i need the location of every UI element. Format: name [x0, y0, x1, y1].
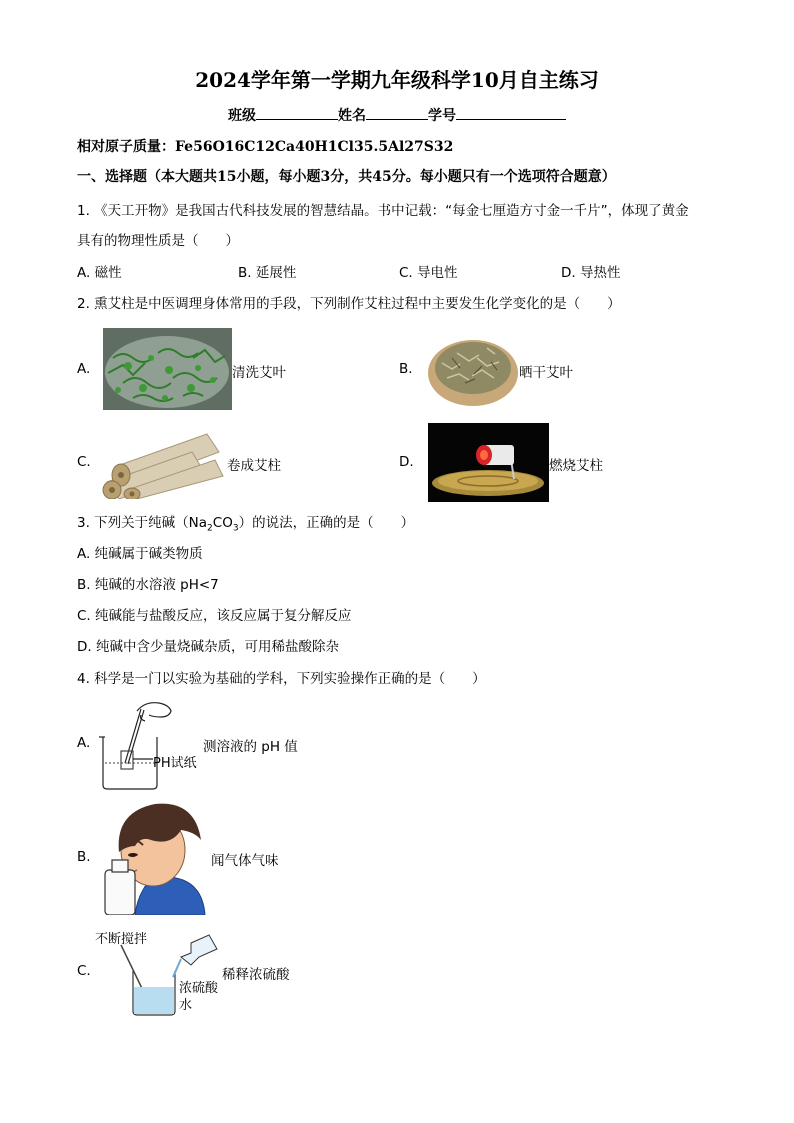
q1-stem-line2: 具有的物理性质是（ ） — [77, 233, 239, 249]
q4-option-c-text: 稀释浓硫酸 — [222, 967, 290, 983]
section-heading: 一、选择题（本大题共15小题，每小题3分，共45分。每小题只有一个选项符合题意） — [77, 169, 616, 185]
q4c-stir-label: 不断搅拌 — [95, 932, 148, 947]
page-title: 2024学年第一学期九年级科学10月自主练习 — [195, 68, 599, 92]
q4-image-dilute-acid — [95, 927, 225, 1019]
name-blank — [366, 105, 428, 120]
q4-option-b-text: 闻气体气味 — [211, 853, 279, 869]
q2-stem: 2. 熏艾柱是中医调理身体常用的手段，下列制作艾柱过程中主要发生化学变化的是（ ） — [77, 296, 621, 312]
q4-option-b-letter: B. — [77, 849, 91, 865]
q1-stem-line1: 1. 《天工开物》是我国古代科技发展的智慧结晶。书中记载：“每金七厘造方寸金一千片”，体现了黄金 — [77, 203, 689, 219]
q3-option-d: D. 纯碱中含少量烧碱杂质，可用稀盐酸除杂 — [77, 639, 339, 655]
class-label: 班级 — [228, 108, 256, 124]
atomic-mass-line: 相对原子质量：Fe56O16C12Ca40H1Cl35.5Al27S32 — [77, 139, 454, 155]
q1-option-d: D. 导热性 — [561, 265, 621, 281]
q4a-ph-paper-label: PH试纸 — [153, 756, 197, 771]
q3-option-b: B. 纯碱的水溶液 pH<7 — [77, 577, 219, 593]
id-label: 学号 — [428, 108, 456, 124]
q4c-acid-label: 浓硫酸 — [179, 981, 219, 996]
class-blank — [256, 105, 338, 120]
q2-option-c-text: 卷成艾柱 — [227, 458, 281, 474]
q2-option-b-text: 晒干艾叶 — [519, 365, 573, 381]
q1-option-b: B. 延展性 — [238, 265, 297, 281]
q4-option-c-letter: C. — [77, 963, 91, 979]
q2-image-burning-moxa — [428, 423, 549, 502]
q4-option-a-letter: A. — [77, 735, 91, 751]
student-info-line — [0, 105, 794, 125]
q4c-water-label: 水 — [179, 998, 193, 1013]
q4-image-ph-test — [95, 693, 205, 793]
q2-option-d-text: 燃烧艾柱 — [549, 458, 603, 474]
q1-option-a: A. 磁性 — [77, 265, 122, 281]
name-label: 姓名 — [338, 108, 366, 124]
q2-option-a-letter: A. — [77, 361, 91, 377]
q2-image-moxa-sticks — [97, 424, 227, 499]
q4-stem: 4. 科学是一门以实验为基础的学科，下列实验操作正确的是（ ） — [77, 671, 486, 687]
q2-option-a-text: 清洗艾叶 — [232, 365, 286, 381]
q4-option-a-text: 测溶液的 pH 值 — [203, 739, 298, 755]
q2-option-c-letter: C. — [77, 454, 91, 470]
q2-image-washing-leaves — [103, 328, 232, 410]
q3-option-c: C. 纯碱能与盐酸反应，该反应属于复分解反应 — [77, 608, 352, 624]
id-blank — [456, 105, 566, 120]
q1-option-c: C. 导电性 — [399, 265, 458, 281]
q2-option-d-letter: D. — [399, 454, 414, 470]
q4-image-smell-gas — [103, 800, 207, 915]
q3-option-a: A. 纯碱属于碱类物质 — [77, 546, 203, 562]
q2-option-b-letter: B. — [399, 361, 413, 377]
q3-stem: 3. 下列关于纯碱$(Na_2CO_3)$的说法，正确的是（ ） — [77, 515, 415, 534]
q2-image-dried-leaves — [427, 328, 519, 410]
